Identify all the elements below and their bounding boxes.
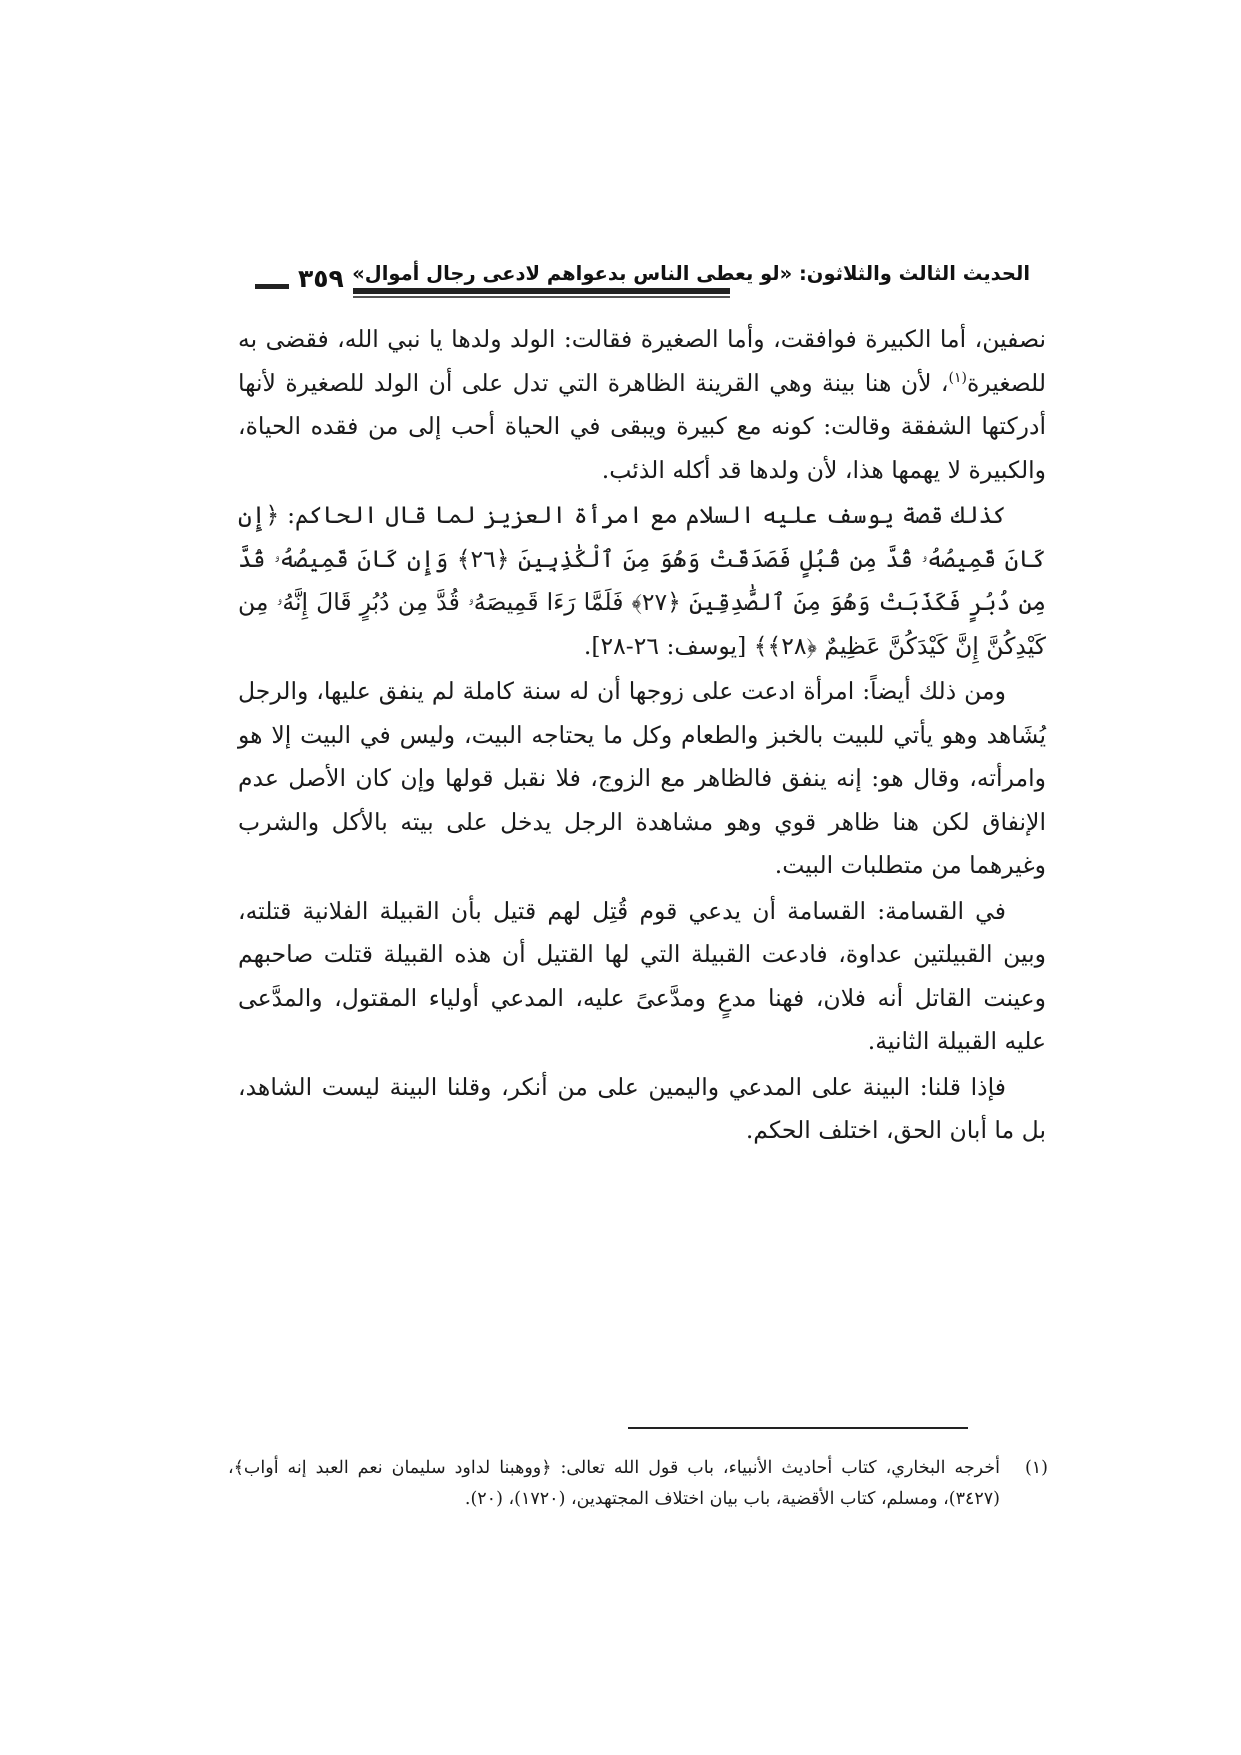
body-text — [238, 318, 1046, 1155]
header-rule — [353, 288, 730, 294]
footnote-text: أخرجه البخاري، كتاب أحاديث الأنبياء، باب قول الله تعالى: ﴿ووهبنا لداود سليمان نعم العبد إنه أواب﴾، (٣٤٢٧)، ومسلم، كتاب الأقضية، باب بيان اختلاف المجتهدين، (١٧٢٠)، (٢٠). — [228, 1458, 1000, 1509]
header-rule-thin — [353, 296, 730, 298]
paragraph-4: في القسامة: القسامة أن يدعي قوم قُتِل لهم قتيل بأن القبيلة الفلانية قتلته، وبين القبيلتين عداوة، فادعت القبيلة التي لها القتيل أن هذه القبيلة قتلت صاحبهم وعينت القاتل أنه فلان، فهنا مدعٍ ومدَّعىً عليه، المدعي أولياء المقتول، والمدَّعى عليه القبيلة الثانية. — [238, 896, 1046, 1055]
paragraph-1 — [238, 318, 1046, 492]
paragraph-5: فإذا قلنا: البينة على المدعي واليمين على من أنكر، وقلنا البينة ليست الشاهد، بل ما أبان الحق، اختلف الحكم. — [238, 1072, 1046, 1144]
paragraph-3: ومن ذلك أيضاً: امرأة ادعت على زوجها أن له سنة كاملة لم ينفق عليها، والرجل يُشَاهد وهو يأتي للبيت بالخبز والطعام وكل ما يحتاجه البيت، وليس في البيت إلا هو وامرأته، وقال هو: إنه ينفق فالظاهر مع الزوج، فلا نقبل قولها وإن كان الأصل عدم الإنفاق لكن هنا ظاهر قوي وهو مشاهدة الرجل يدخل على بيته بالأكل والشرب وغيرهما من متطلبات البيت. — [238, 677, 1046, 879]
running-header — [255, 258, 1030, 310]
page-number-dash — [255, 284, 289, 289]
footnote — [228, 1453, 1048, 1515]
paragraph-1-continued: ، لأن هنا بينة وهي القرينة الظاهرة التي تدل على أن الولد للصغيرة لأنها أدركتها الشفقة وقالت: كونه مع كبيرة ويبقى في الحياة أحب إلى من فقده الحياة، والكبيرة لا يهمها هذا، لأن ولدها قد أكله الذئب. — [238, 368, 1046, 484]
page-number: ٣٥٩ — [298, 264, 344, 293]
footnote-number: (١) — [1024, 1458, 1048, 1478]
footnote-separator — [628, 1427, 968, 1429]
paragraph-1-text: نصفين، أما الكبيرة فوافقت، وأما الصغيرة فقالت: الولد ولدها يا نبي الله، فقضى به للصغيرة — [238, 325, 1046, 397]
chapter-title: الحديث الثالث والثلاثون: «لو يعطى الناس بدعواهم لادعى رجال أموال» — [352, 262, 1030, 285]
footnote-reference[interactable]: (١) — [948, 369, 967, 386]
paragraph-2-quran: كذلك قصة يوسف عليه السلام مع امرأة العزيز لما قال الحاكم: ﴿إِن كَانَ قَمِيصُهُۥ قُدَّ مِن قُبُلٍ فَصَدَقَتْ وَهُوَ مِنَ ٱلْكَٰذِبِينَ ﴿٢٦﴾ وَإِن كَانَ قَمِيصُهُۥ قُدَّ مِن دُبُرٍ فَكَذَبَتْ وَهُوَ مِنَ ٱلصَّٰدِقِينَ ﴿٢٧﴾ فَلَمَّا رَءَا قَمِيصَهُۥ قُدَّ مِن دُبُرٍ قَالَ إِنَّهُۥ مِن كَيْدِكُنَّ إِنَّ كَيْدَكُنَّ عَظِيمٌ ﴿٢٨﴾﴾ [يوسف: ٢٦-٢٨]. — [238, 501, 1046, 660]
footnotes — [228, 1453, 1048, 1515]
